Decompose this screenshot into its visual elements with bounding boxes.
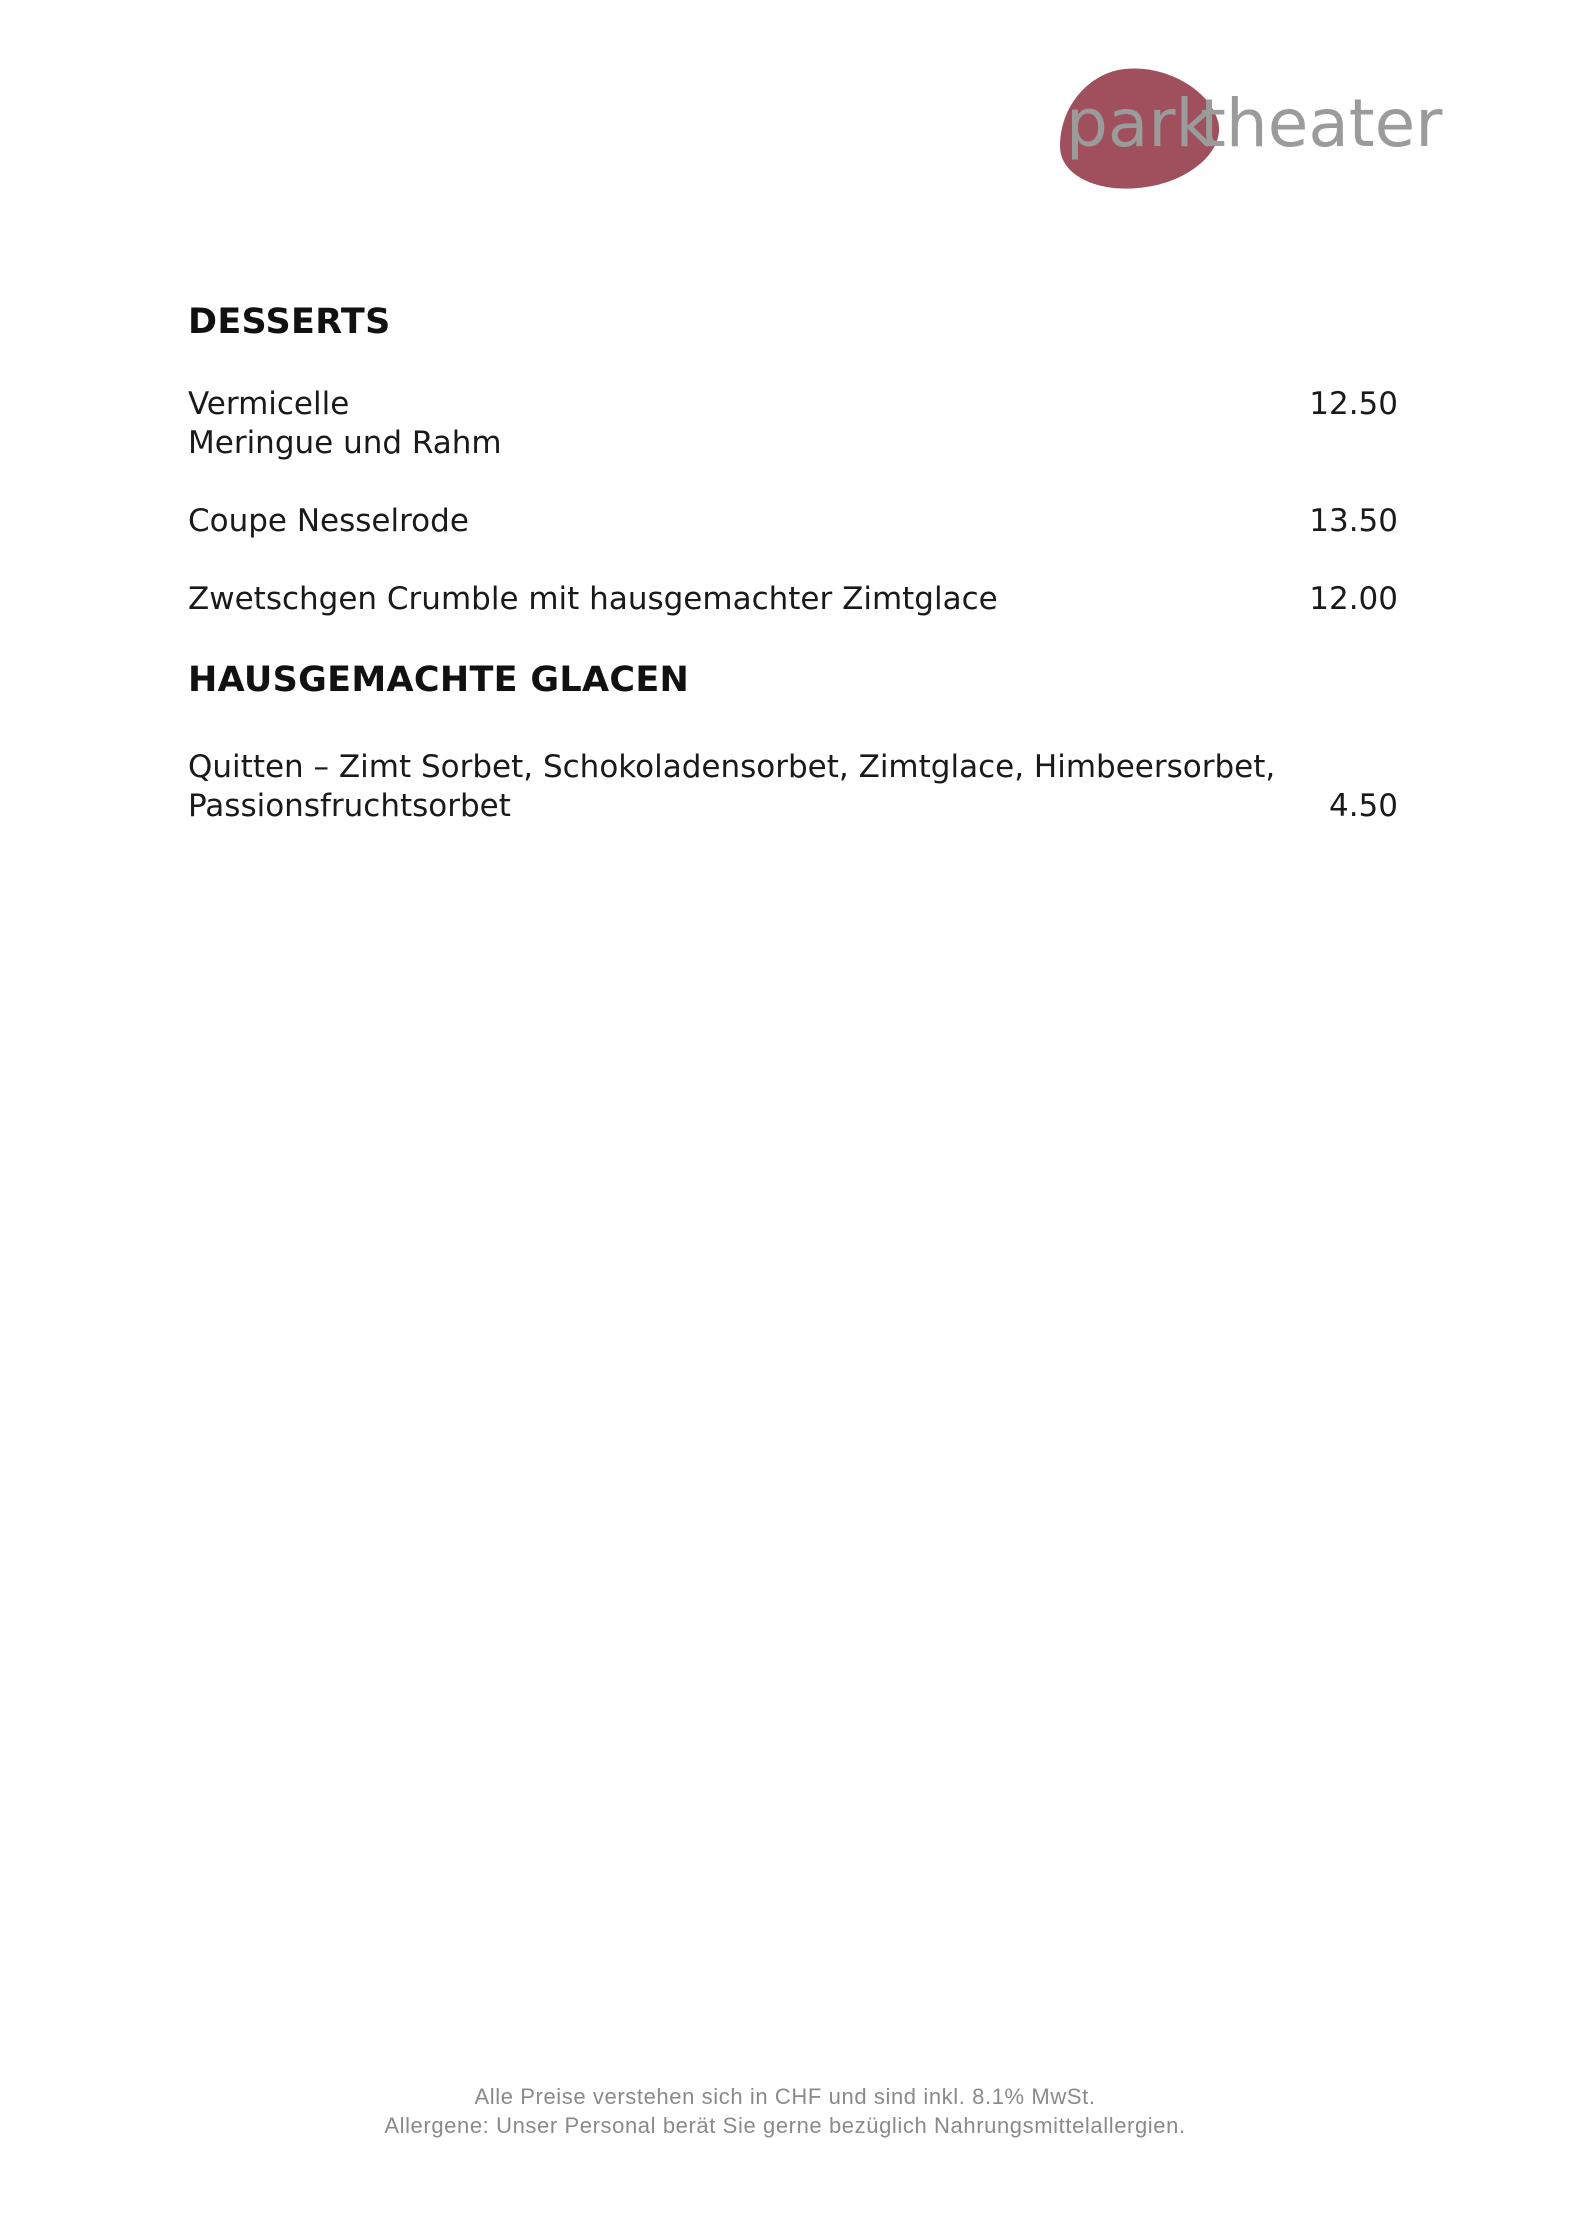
footer-notes <box>0 2082 1570 2140</box>
section-title-desserts: DESSERTS <box>188 302 391 342</box>
menu-item-description: Passionsfruchtsorbet <box>188 788 511 824</box>
menu-item-coupe-nesselrode <box>188 502 1398 541</box>
menu-item-name: Coupe Nesselrode <box>188 503 469 539</box>
menu-item-price: 4.50 <box>1328 788 1398 824</box>
logo-text-park: park <box>1066 85 1214 162</box>
logo-text-theater: theater <box>1200 85 1443 162</box>
logo-graphic <box>1058 66 1443 196</box>
menu-item-name: Zwetschgen Crumble mit hausgemachter Zimtglace <box>188 581 998 617</box>
parktheater-logo <box>1058 66 1443 196</box>
menu-item-vermicelle <box>188 385 1398 463</box>
menu-item-price: 12.00 <box>1309 581 1398 617</box>
footer-allergen-note: Allergene: Unser Personal berät Sie gerne bezüglich Nahrungsmittelallergien. <box>384 2113 1186 2138</box>
footer-price-note: Alle Preise verstehen sich in CHF und sind inkl. 8.1% MwSt. <box>474 2084 1096 2109</box>
menu-item-price: 12.50 <box>1309 386 1398 422</box>
menu-item-price: 13.50 <box>1309 503 1398 539</box>
menu-item-name: Vermicelle <box>188 386 350 422</box>
menu-item-name: Quitten – Zimt Sorbet, Schokoladensorbet, Zimtglace, Himbeersorbet, <box>188 749 1276 785</box>
menu-item-description: Meringue und Rahm <box>188 425 502 461</box>
menu-item-glacen <box>188 748 1398 826</box>
section-title-glacen: HAUSGEMACHTE GLACEN <box>188 660 690 700</box>
menu-item-zwetschgen-crumble <box>188 580 1398 619</box>
